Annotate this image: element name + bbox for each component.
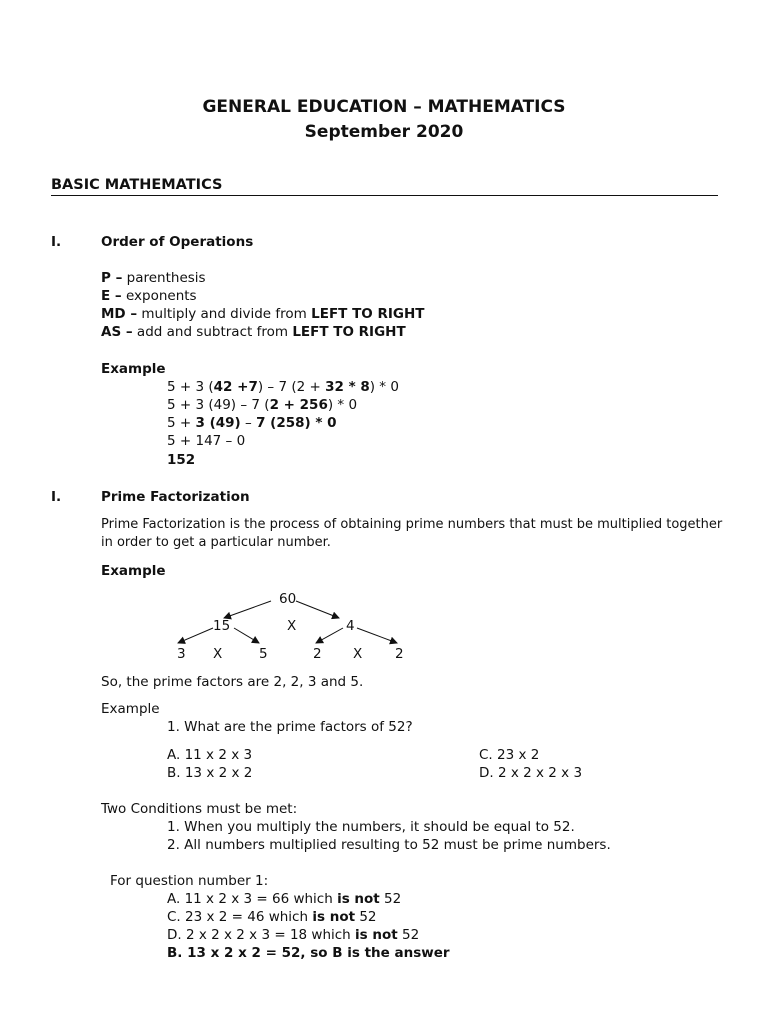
section-numeral: I. bbox=[51, 234, 62, 250]
arrow-4-to-2-right bbox=[357, 628, 397, 643]
step-result: 152 bbox=[167, 452, 196, 468]
condition-2: 2. All numbers multiplied resulting to 52 must be prime numbers. bbox=[167, 837, 611, 853]
order-of-operations-heading: Order of Operations bbox=[101, 234, 254, 250]
choice-c: C. 23 x 2 bbox=[479, 747, 540, 763]
pemdas-md: MD – multiply and divide from LEFT TO RIGHT bbox=[101, 306, 425, 322]
tree-node-4: 4 bbox=[346, 618, 355, 634]
arrow-15-to-3 bbox=[178, 628, 213, 643]
section-heading: BASIC MATHEMATICS bbox=[51, 176, 718, 196]
arrow-60-to-15 bbox=[224, 601, 271, 618]
example-label: Example bbox=[101, 701, 160, 717]
answer-c: C. 23 x 2 = 46 which is not 52 bbox=[167, 909, 377, 925]
tree-leaf-times: X bbox=[213, 646, 223, 662]
question-1: 1. What are the prime factors of 52? bbox=[167, 719, 413, 735]
step-4: 5 + 147 – 0 bbox=[167, 433, 246, 449]
tree-leaf-5: 5 bbox=[259, 646, 268, 662]
section-numeral: I. bbox=[51, 489, 62, 505]
description-line-1: Prime Factorization is the process of obtaining prime numbers that must be multiplied together bbox=[101, 517, 723, 532]
tree-times: X bbox=[287, 618, 297, 634]
tree-node-15: 15 bbox=[213, 618, 231, 634]
answer-a: A. 11 x 2 x 3 = 66 which is not 52 bbox=[167, 891, 402, 907]
tree-root-60: 60 bbox=[279, 591, 297, 607]
condition-1: 1. When you multiply the numbers, it should be equal to 52. bbox=[167, 819, 575, 835]
example-label: Example bbox=[101, 563, 166, 579]
example-label: Example bbox=[101, 361, 166, 377]
step-3: 5 + 3 (49) – 7 (258) * 0 bbox=[167, 415, 337, 431]
pemdas-e: E – exponents bbox=[101, 288, 197, 304]
tree-leaf-2: 2 bbox=[395, 646, 404, 662]
prime-factorization-heading: Prime Factorization bbox=[101, 489, 250, 505]
arrow-60-to-4 bbox=[296, 601, 339, 618]
pemdas-p: P – parenthesis bbox=[101, 270, 206, 286]
step-1: 5 + 3 (42 +7) – 7 (2 + 32 * 8) * 0 bbox=[167, 379, 399, 395]
choice-a: A. 11 x 2 x 3 bbox=[167, 747, 253, 763]
description-line-2: in order to get a particular number. bbox=[101, 535, 331, 550]
tree-leaf-times: X bbox=[353, 646, 363, 662]
conclusion: So, the prime factors are 2, 2, 3 and 5. bbox=[101, 674, 364, 690]
arrow-4-to-2-left bbox=[316, 628, 343, 643]
conditions-label: Two Conditions must be met: bbox=[101, 801, 298, 817]
choice-b: B. 13 x 2 x 2 bbox=[167, 765, 253, 781]
arrow-15-to-5 bbox=[234, 628, 259, 643]
tree-leaf-2: 2 bbox=[313, 646, 322, 662]
pemdas-as: AS – add and subtract from LEFT TO RIGHT bbox=[101, 324, 406, 340]
document-title: GENERAL EDUCATION – MATHEMATICS bbox=[202, 97, 566, 117]
for-question-label: For question number 1: bbox=[110, 873, 269, 889]
answer-d: D. 2 x 2 x 2 x 3 = 18 which is not 52 bbox=[167, 927, 420, 943]
choice-d: D. 2 x 2 x 2 x 3 bbox=[479, 765, 583, 781]
answer-b-correct: B. 13 x 2 x 2 = 52, so B is the answer bbox=[167, 945, 450, 961]
document-subtitle: September 2020 bbox=[304, 122, 464, 142]
step-2: 5 + 3 (49) – 7 (2 + 256) * 0 bbox=[167, 397, 358, 413]
tree-leaf-3: 3 bbox=[177, 646, 186, 662]
